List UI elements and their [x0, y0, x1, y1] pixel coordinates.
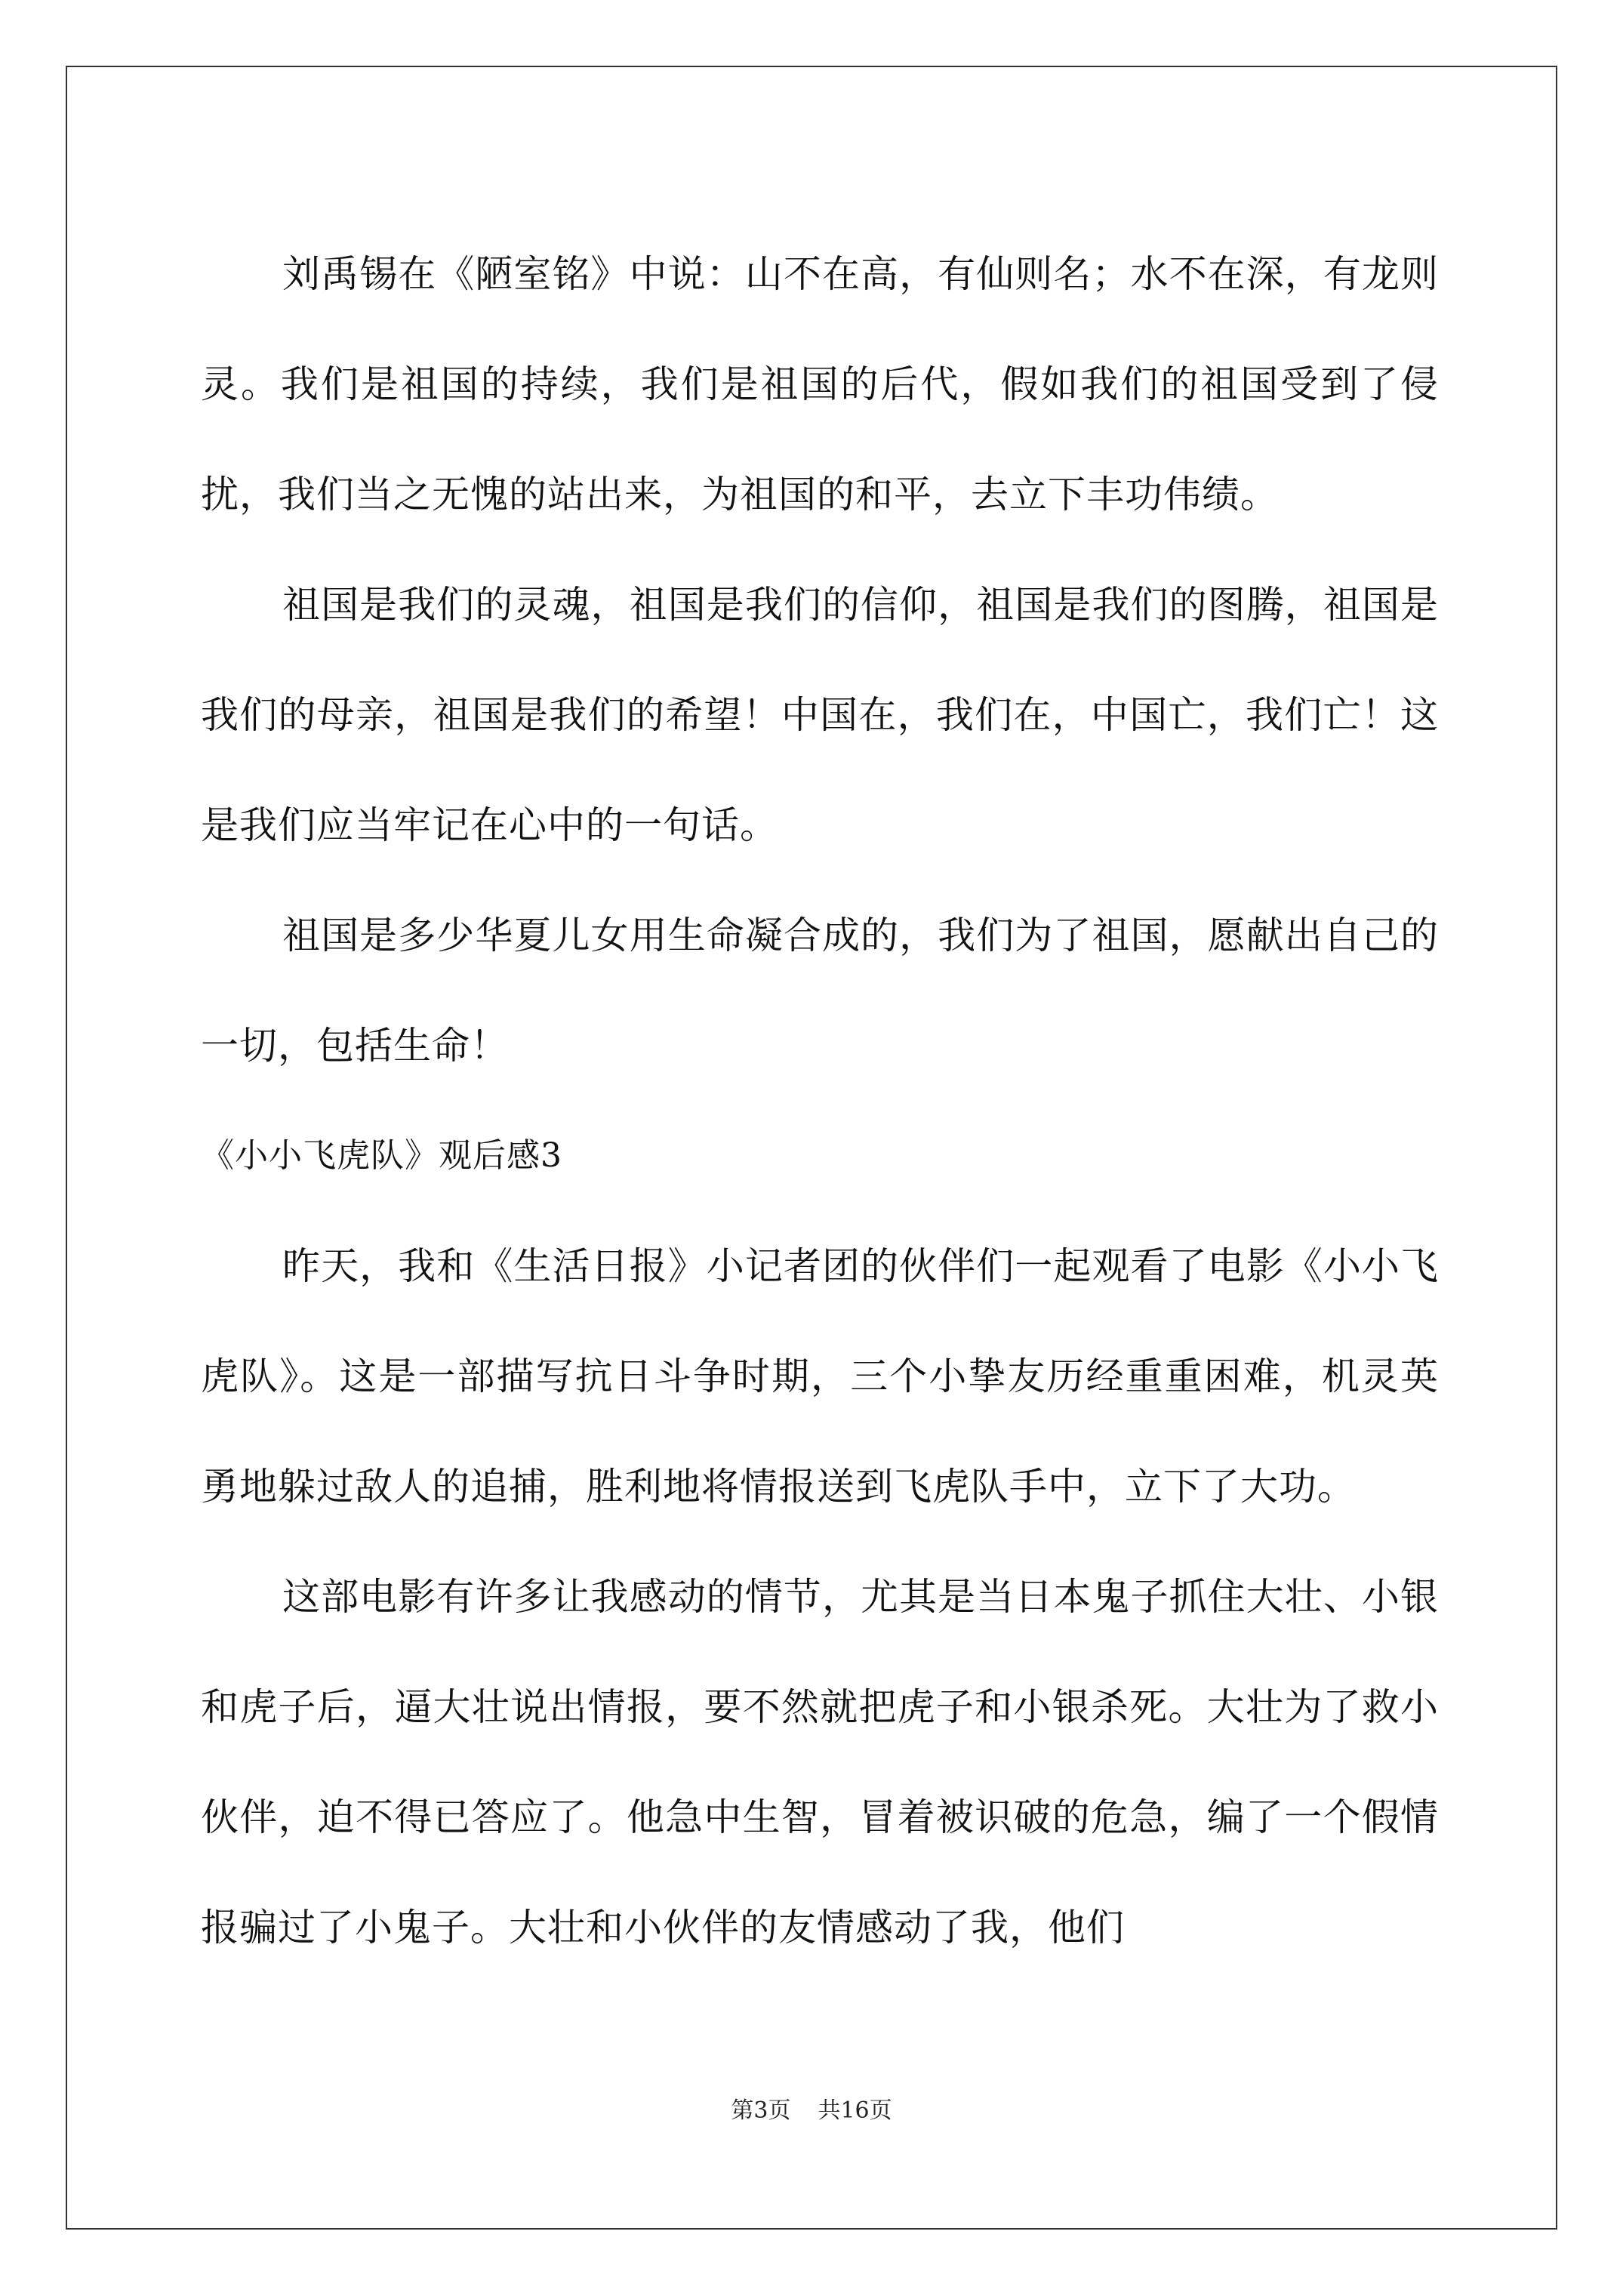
page-total: 共16页 [818, 2097, 892, 2124]
paragraph: 这部电影有许多让我感动的情节，尤其是当日本鬼子抓住大壮、小银和虎子后，逼大壮说出情报，要不然就把虎子和小银杀死。大壮为了救小伙伴，迫不得已答应了。他急中生智，冒着被识破的危急，编了一个假情报骗过了小鬼子。大壮和小伙伴的友情感动了我，他们 [201, 1575, 1439, 1949]
section-heading: 《小小飞虎队》观后感3 [201, 1136, 562, 1175]
page-footer [0, 2096, 1623, 2126]
page-number: 第3页 [731, 2097, 791, 2124]
paragraph: 祖国是我们的灵魂，祖国是我们的信仰，祖国是我们的图腾，祖国是我们的母亲，祖国是我们的希望！中国在，我们在，中国亡，我们亡！这是我们应当牢记在心中的一句话。 [201, 583, 1439, 847]
paragraph: 刘禹锡在《陋室铭》中说：山不在高，有仙则名；水不在深，有龙则灵。我们是祖国的持续，我们是祖国的后代，假如我们的祖国受到了侵扰，我们当之无愧的站出来，为祖国的和平，去立下丰功伟绩。 [201, 252, 1439, 516]
paragraph: 祖国是多少华夏儿女用生命凝合成的，我们为了祖国，愿献出自己的一切，包括生命！ [201, 914, 1439, 1068]
paragraph: 昨天，我和《生活日报》小记者团的伙伴们一起观看了电影《小小飞虎队》。这是一部描写抗日斗争时期，三个小挚友历经重重困难，机灵英勇地躲过敌人的追捕，胜利地将情报送到飞虎队手中，立下了大功。 [201, 1244, 1439, 1509]
document-body [201, 219, 1439, 1983]
